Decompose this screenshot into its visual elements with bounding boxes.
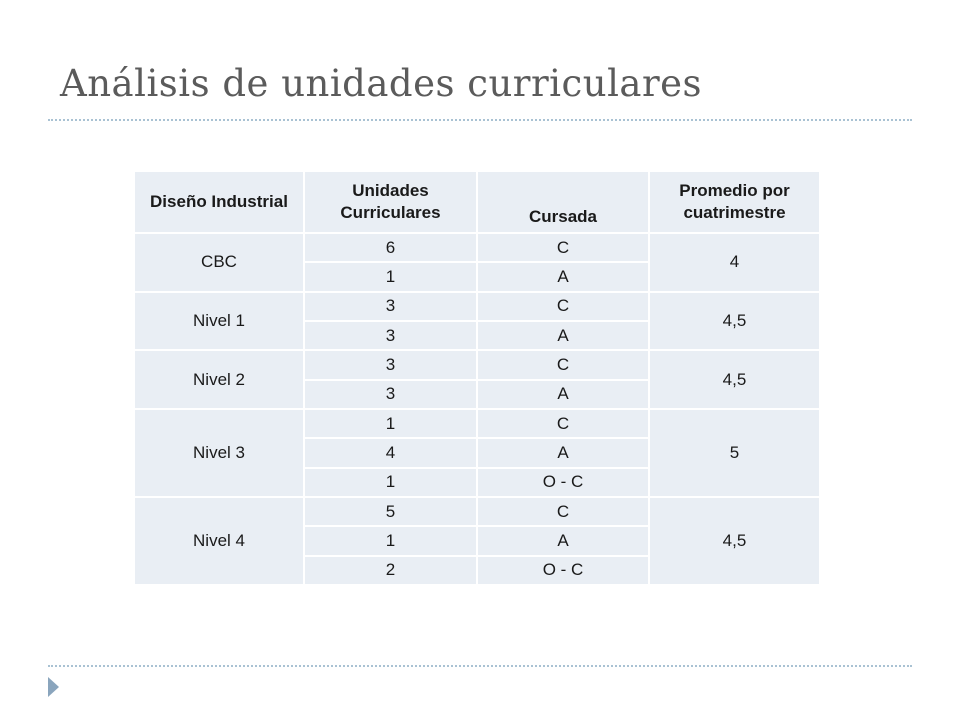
units-cell: 3 [304,380,477,409]
table-row [134,350,820,379]
table-row [134,233,820,262]
mode-cell: A [477,438,649,467]
average-cell: 4,5 [649,292,820,351]
group-name: Nivel 2 [134,350,304,409]
units-cell: 3 [304,292,477,321]
triangle-bullet-icon [48,677,59,697]
units-cell: 1 [304,526,477,555]
curricular-table-container [133,170,819,586]
mode-cell: O - C [477,556,649,585]
curricular-units-table [133,170,821,586]
units-cell: 3 [304,321,477,350]
units-cell: 2 [304,556,477,585]
table-row [134,409,820,438]
mode-cell: A [477,380,649,409]
units-cell: 6 [304,233,477,262]
average-cell: 4,5 [649,350,820,409]
slide-title: Análisis de unidades curriculares [60,62,703,105]
group-name: Nivel 1 [134,292,304,351]
units-cell: 1 [304,262,477,291]
group-name: Nivel 4 [134,497,304,585]
average-cell: 4 [649,233,820,292]
mode-cell: C [477,497,649,526]
units-cell: 1 [304,468,477,497]
table-header-row [134,171,820,233]
mode-cell: A [477,321,649,350]
mode-cell: C [477,409,649,438]
title-divider [48,119,912,121]
mode-cell: C [477,233,649,262]
group-name: Nivel 3 [134,409,304,497]
table-row [134,292,820,321]
header-average: Promedio por cuatrimestre [649,171,820,233]
header-mode: Cursada [477,171,649,233]
mode-cell: A [477,262,649,291]
header-design: Diseño Industrial [134,171,304,233]
table-row [134,497,820,526]
footer-divider [48,665,912,667]
units-cell: 1 [304,409,477,438]
mode-cell: O - C [477,468,649,497]
units-cell: 4 [304,438,477,467]
mode-cell: A [477,526,649,555]
mode-cell: C [477,292,649,321]
units-cell: 3 [304,350,477,379]
average-cell: 4,5 [649,497,820,585]
group-name: CBC [134,233,304,292]
average-cell: 5 [649,409,820,497]
units-cell: 5 [304,497,477,526]
mode-cell: C [477,350,649,379]
header-units: Unidades Curriculares [304,171,477,233]
